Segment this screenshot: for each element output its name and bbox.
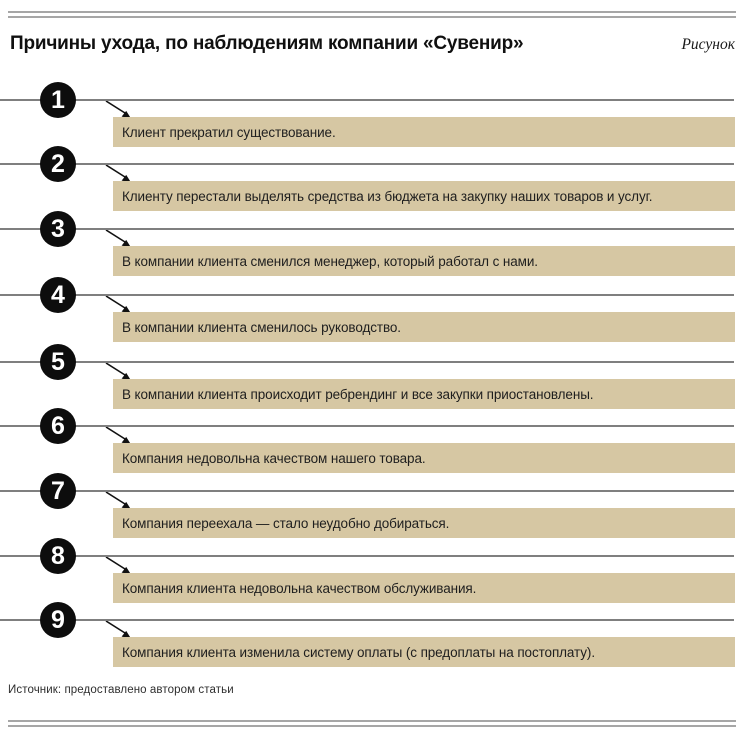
reason-box [113, 637, 735, 667]
figure-label: Рисунок [681, 36, 735, 53]
step-number: 2 [51, 149, 65, 178]
source-note: Источник: предоставлено автором статьи [8, 684, 234, 696]
reason-text: Компания переехала — стало неудобно добираться. [122, 515, 450, 531]
reason-box [113, 246, 735, 276]
reason-box [113, 312, 735, 342]
step-number: 5 [51, 347, 65, 376]
reason-box [113, 379, 735, 409]
step-number: 7 [51, 476, 65, 505]
step-number-badge [40, 473, 76, 509]
reason-text: Клиенту перестали выделять средства из бюджета на закупку наших товаров и услуг. [122, 188, 653, 204]
step-number: 6 [51, 411, 65, 440]
reason-box [113, 573, 735, 603]
reason-text: Клиент прекратил существование. [122, 124, 336, 140]
step-number: 4 [51, 280, 65, 309]
reason-text: Компания недовольна качеством нашего товара. [122, 450, 426, 466]
reason-box [113, 117, 735, 147]
step-number: 9 [51, 605, 65, 634]
step-number: 8 [51, 541, 65, 570]
reason-text: Компания клиента недовольна качеством обслуживания. [122, 580, 477, 596]
reason-text: В компании клиента сменилось руководство. [122, 319, 401, 335]
figure-header [10, 33, 735, 55]
reason-box [113, 181, 735, 211]
figure-title: Причины ухода, по наблюдениям компании «Сувенир» [10, 33, 524, 54]
reason-box [113, 508, 735, 538]
bottom-double-rule [8, 720, 736, 727]
step-number: 3 [51, 214, 65, 243]
step-number-badge [40, 344, 76, 380]
step-number-badge [40, 211, 76, 247]
step-number-badge [40, 82, 76, 118]
reason-text: В компании клиента происходит ребрендинг и все закупки приостановлены. [122, 386, 594, 402]
step-number-badge [40, 408, 76, 444]
top-double-rule [8, 11, 736, 18]
reason-text: В компании клиента сменился менеджер, который работал с нами. [122, 253, 538, 269]
step-number-badge [40, 146, 76, 182]
step-number-badge [40, 277, 76, 313]
step-number-badge [40, 602, 76, 638]
reason-box [113, 443, 735, 473]
step-number: 1 [51, 85, 65, 114]
reason-text: Компания клиента изменила систему оплаты (с предоплаты на постоплату). [122, 644, 595, 660]
step-number-badge [40, 538, 76, 574]
